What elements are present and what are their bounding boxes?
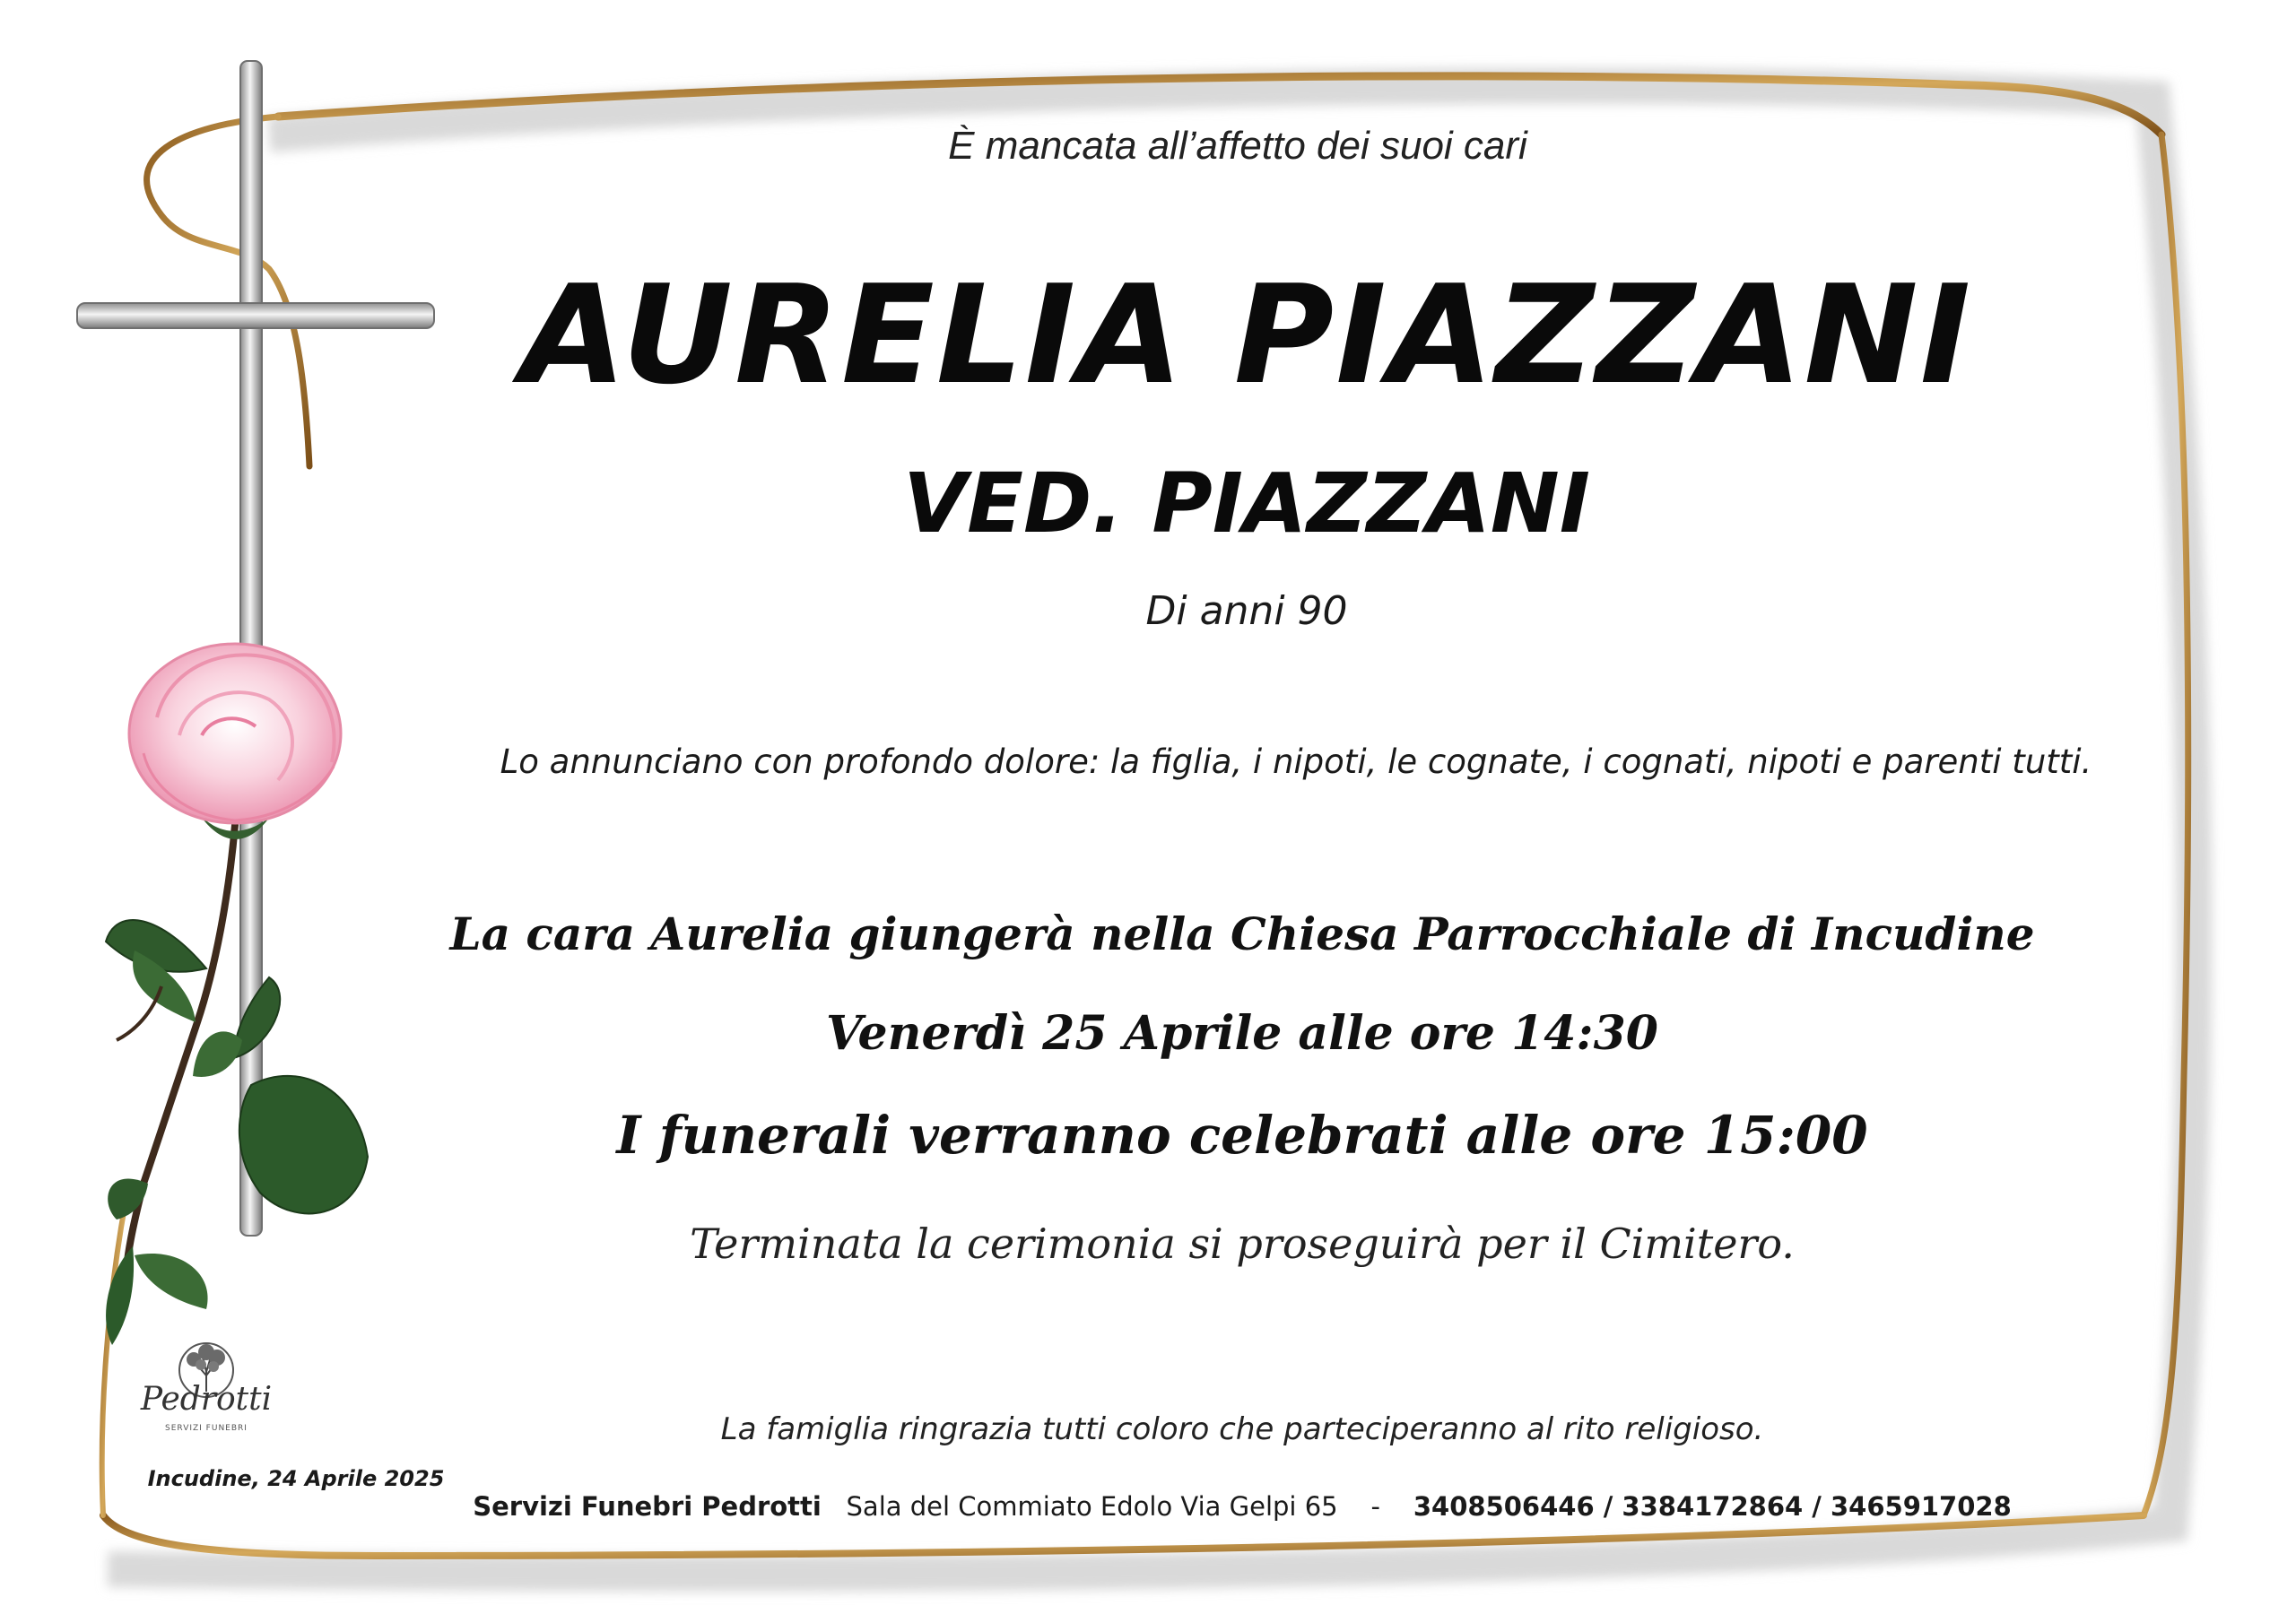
company-logo	[126, 1334, 287, 1442]
frame-top-left-curl	[147, 117, 309, 466]
frame-left-edge	[102, 1202, 126, 1515]
age-line: Di anni 90	[1145, 588, 1348, 634]
thanks-line: La famiglia ringrazia tutti coloro che parteciperanno al rito religioso.	[720, 1411, 1764, 1447]
logo-script-text: Pedrotti	[140, 1381, 273, 1418]
footer-separator: -	[1370, 1491, 1380, 1522]
company-address: Sala del Commiato Edolo Via Gelpi 65	[846, 1491, 1338, 1522]
arrival-time-line: Venerdì 25 Aprile alle ore 14:30	[825, 1006, 1658, 1061]
deceased-name: AURELIA PIAZZANI	[520, 256, 1973, 414]
announcement-line: Lo annunciano con profondo dolore: la figlia, i nipoti, le cognate, i cognati, nipoti e parenti tutti.	[500, 742, 2092, 781]
cemetery-line: Terminata la cerimonia si proseguirà per il Cimitero.	[690, 1219, 1795, 1268]
company-phones: 3408506446 / 3384172864 / 3465917028	[1413, 1491, 2012, 1522]
logo-subtitle: SERVIZI FUNEBRI	[165, 1424, 248, 1433]
contact-footer	[341, 1491, 2144, 1522]
place-date: Incudine, 24 Aprile 2025	[147, 1466, 445, 1491]
rose-icon	[106, 644, 368, 1345]
company-name: Servizi Funebri Pedrotti	[473, 1491, 822, 1522]
widow-of-line: VED. PIAZZANI	[902, 456, 1591, 551]
intro-line: È mancata all’affetto dei suoi cari	[948, 124, 1527, 168]
funeral-time-line: I funerali verranno celebrati alle ore 15:00	[616, 1105, 1868, 1166]
arrival-line: La cara Aurelia giungerà nella Chiesa Parrocchiale di Incudine	[449, 907, 2035, 960]
